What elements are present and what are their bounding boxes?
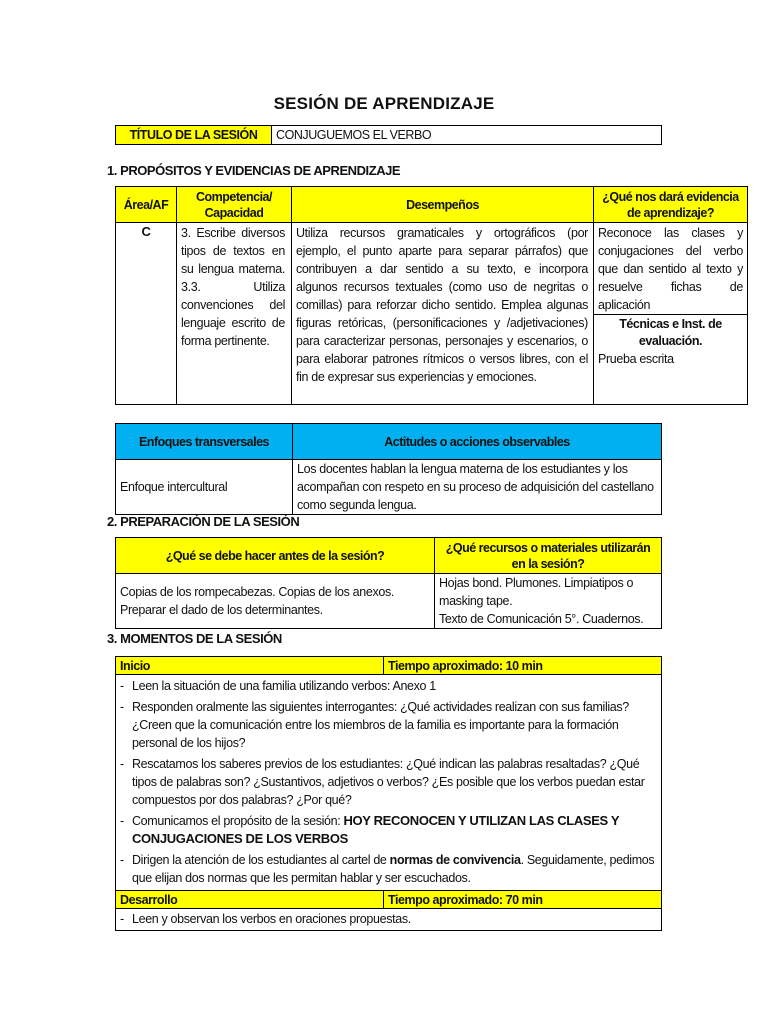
evidencia-value: Reconoce las clases y conjugaciones del verbo que dan sentido al texto y resuelve fichas de aplicación bbox=[594, 223, 747, 315]
section-3-heading: 3. MOMENTOS DE LA SESIÓN bbox=[107, 631, 282, 646]
session-title-label: TÍTULO DE LA SESIÓN bbox=[116, 126, 272, 145]
header-enfoques: Enfoques transversales bbox=[116, 424, 293, 460]
session-title-table bbox=[115, 125, 662, 145]
inicio-item-3: - Rescatamos los saberes previos de los estudiantes: ¿Qué indican las palabras resaltadas? ¿Qué tipos de palabras son? ¿Sustantivos, adjetivos o verbos? ¿Es posible que los verbos puedan estar compuestos por dos palabras? ¿Por qué? bbox=[120, 757, 645, 807]
recursos-cell bbox=[435, 574, 662, 629]
antes-line-1: Copias de los rompecabezas. Copias de los anexos. bbox=[120, 585, 394, 599]
header-actitudes: Actitudes o acciones observables bbox=[293, 424, 662, 460]
purposes-table bbox=[115, 186, 748, 405]
section-1-heading: 1. PROPÓSITOS Y EVIDENCIAS DE APRENDIZAJE bbox=[107, 163, 401, 178]
desarrollo-item-1: - Leen y observan los verbos en oraciones propuestas. bbox=[120, 912, 411, 926]
enfoque-value: Enfoque intercultural bbox=[116, 460, 293, 515]
inicio-item-2: - Responden oralmente las siguientes interrogantes: ¿Qué actividades realizan con sus familias? ¿Creen que la comunicación entre los miembros de la familia es importante para la formación personal de los hijos? bbox=[120, 700, 629, 750]
inicio-label: Inicio bbox=[116, 657, 384, 675]
antes-line-2: Preparar el dado de los determinantes. bbox=[120, 603, 323, 617]
desarrollo-content bbox=[116, 909, 662, 931]
inicio-time: Tiempo aproximado: 10 min bbox=[384, 657, 662, 675]
recursos-line-2: Texto de Comunicación 5°. Cuadernos. bbox=[439, 612, 644, 626]
header-evidencia: ¿Qué nos dará evidencia de aprendizaje? bbox=[594, 187, 748, 223]
area-value: C bbox=[116, 223, 177, 405]
preparation-table bbox=[115, 537, 662, 629]
competencia-value: 3. Escribe diversos tipos de textos en su lengua materna. 3.3. Utiliza convenciones del lenguaje escrito de forma pertinente. bbox=[177, 223, 292, 405]
desarrollo-label: Desarrollo bbox=[116, 891, 384, 909]
enfoques-table bbox=[115, 423, 662, 515]
inicio-item-5: - Dirigen la atención de los estudiantes al cartel de normas de convivencia. Seguidamente, pedimos que elijan dos normas que les permitan hablar y ser escuchados. bbox=[120, 853, 655, 885]
recursos-line-1: Hojas bond. Plumones. Limpiatipos o masking tape. bbox=[439, 576, 634, 608]
header-competencia: Competencia/ Capacidad bbox=[177, 187, 292, 223]
evidencia-cell bbox=[594, 223, 748, 405]
header-desempenos: Desempeños bbox=[292, 187, 594, 223]
header-antes: ¿Qué se debe hacer antes de la sesión? bbox=[116, 538, 435, 574]
desarrollo-time: Tiempo aproximado: 70 min bbox=[384, 891, 662, 909]
tecnicas-value: Prueba escrita bbox=[598, 352, 674, 366]
inicio-item-4: - Comunicamos el propósito de la sesión: HOY RECONOCEN Y UTILIZAN LAS CLASES Y CONJUGACIONES DE LOS VERBOS bbox=[120, 813, 619, 846]
tecnicas-label: Técnicas e Inst. de evaluación. bbox=[619, 317, 722, 348]
inicio-content bbox=[116, 675, 662, 891]
header-recursos: ¿Qué recursos o materiales utilizarán en la sesión? bbox=[435, 538, 662, 574]
session-title-value: CONJUGUEMOS EL VERBO bbox=[272, 126, 662, 145]
antes-cell bbox=[116, 574, 435, 629]
desempenos-value: Utiliza recursos gramaticales y ortográficos (por ejemplo, el punto aparte para separar párrafos) que contribuyen a dar sentido a su texto, e incorpora algunos recursos textuales (como uso de negritas o comillas) para reforzar dicho sentido. Emplea algunas figuras retóricas, (personificaciones y /adjetivaciones) para caracterizar personas, personajes y escenarios, o para elaborar patrones rítmicos o versos libres, con el fin de expresar sus experiencias y emociones. bbox=[292, 223, 594, 405]
header-area: Área/AF bbox=[116, 187, 177, 223]
inicio-item-1: - Leen la situación de una familia utilizando verbos: Anexo 1 bbox=[120, 679, 436, 693]
actitudes-value: Los docentes hablan la lengua materna de los estudiantes y los acompañan con respeto en su proceso de adquisición del castellano como segunda lengua. bbox=[293, 460, 662, 515]
page-title: SESIÓN DE APRENDIZAJE bbox=[273, 94, 495, 113]
moments-table bbox=[115, 656, 662, 931]
section-2-heading: 2. PREPARACIÓN DE LA SESIÓN bbox=[107, 514, 300, 529]
